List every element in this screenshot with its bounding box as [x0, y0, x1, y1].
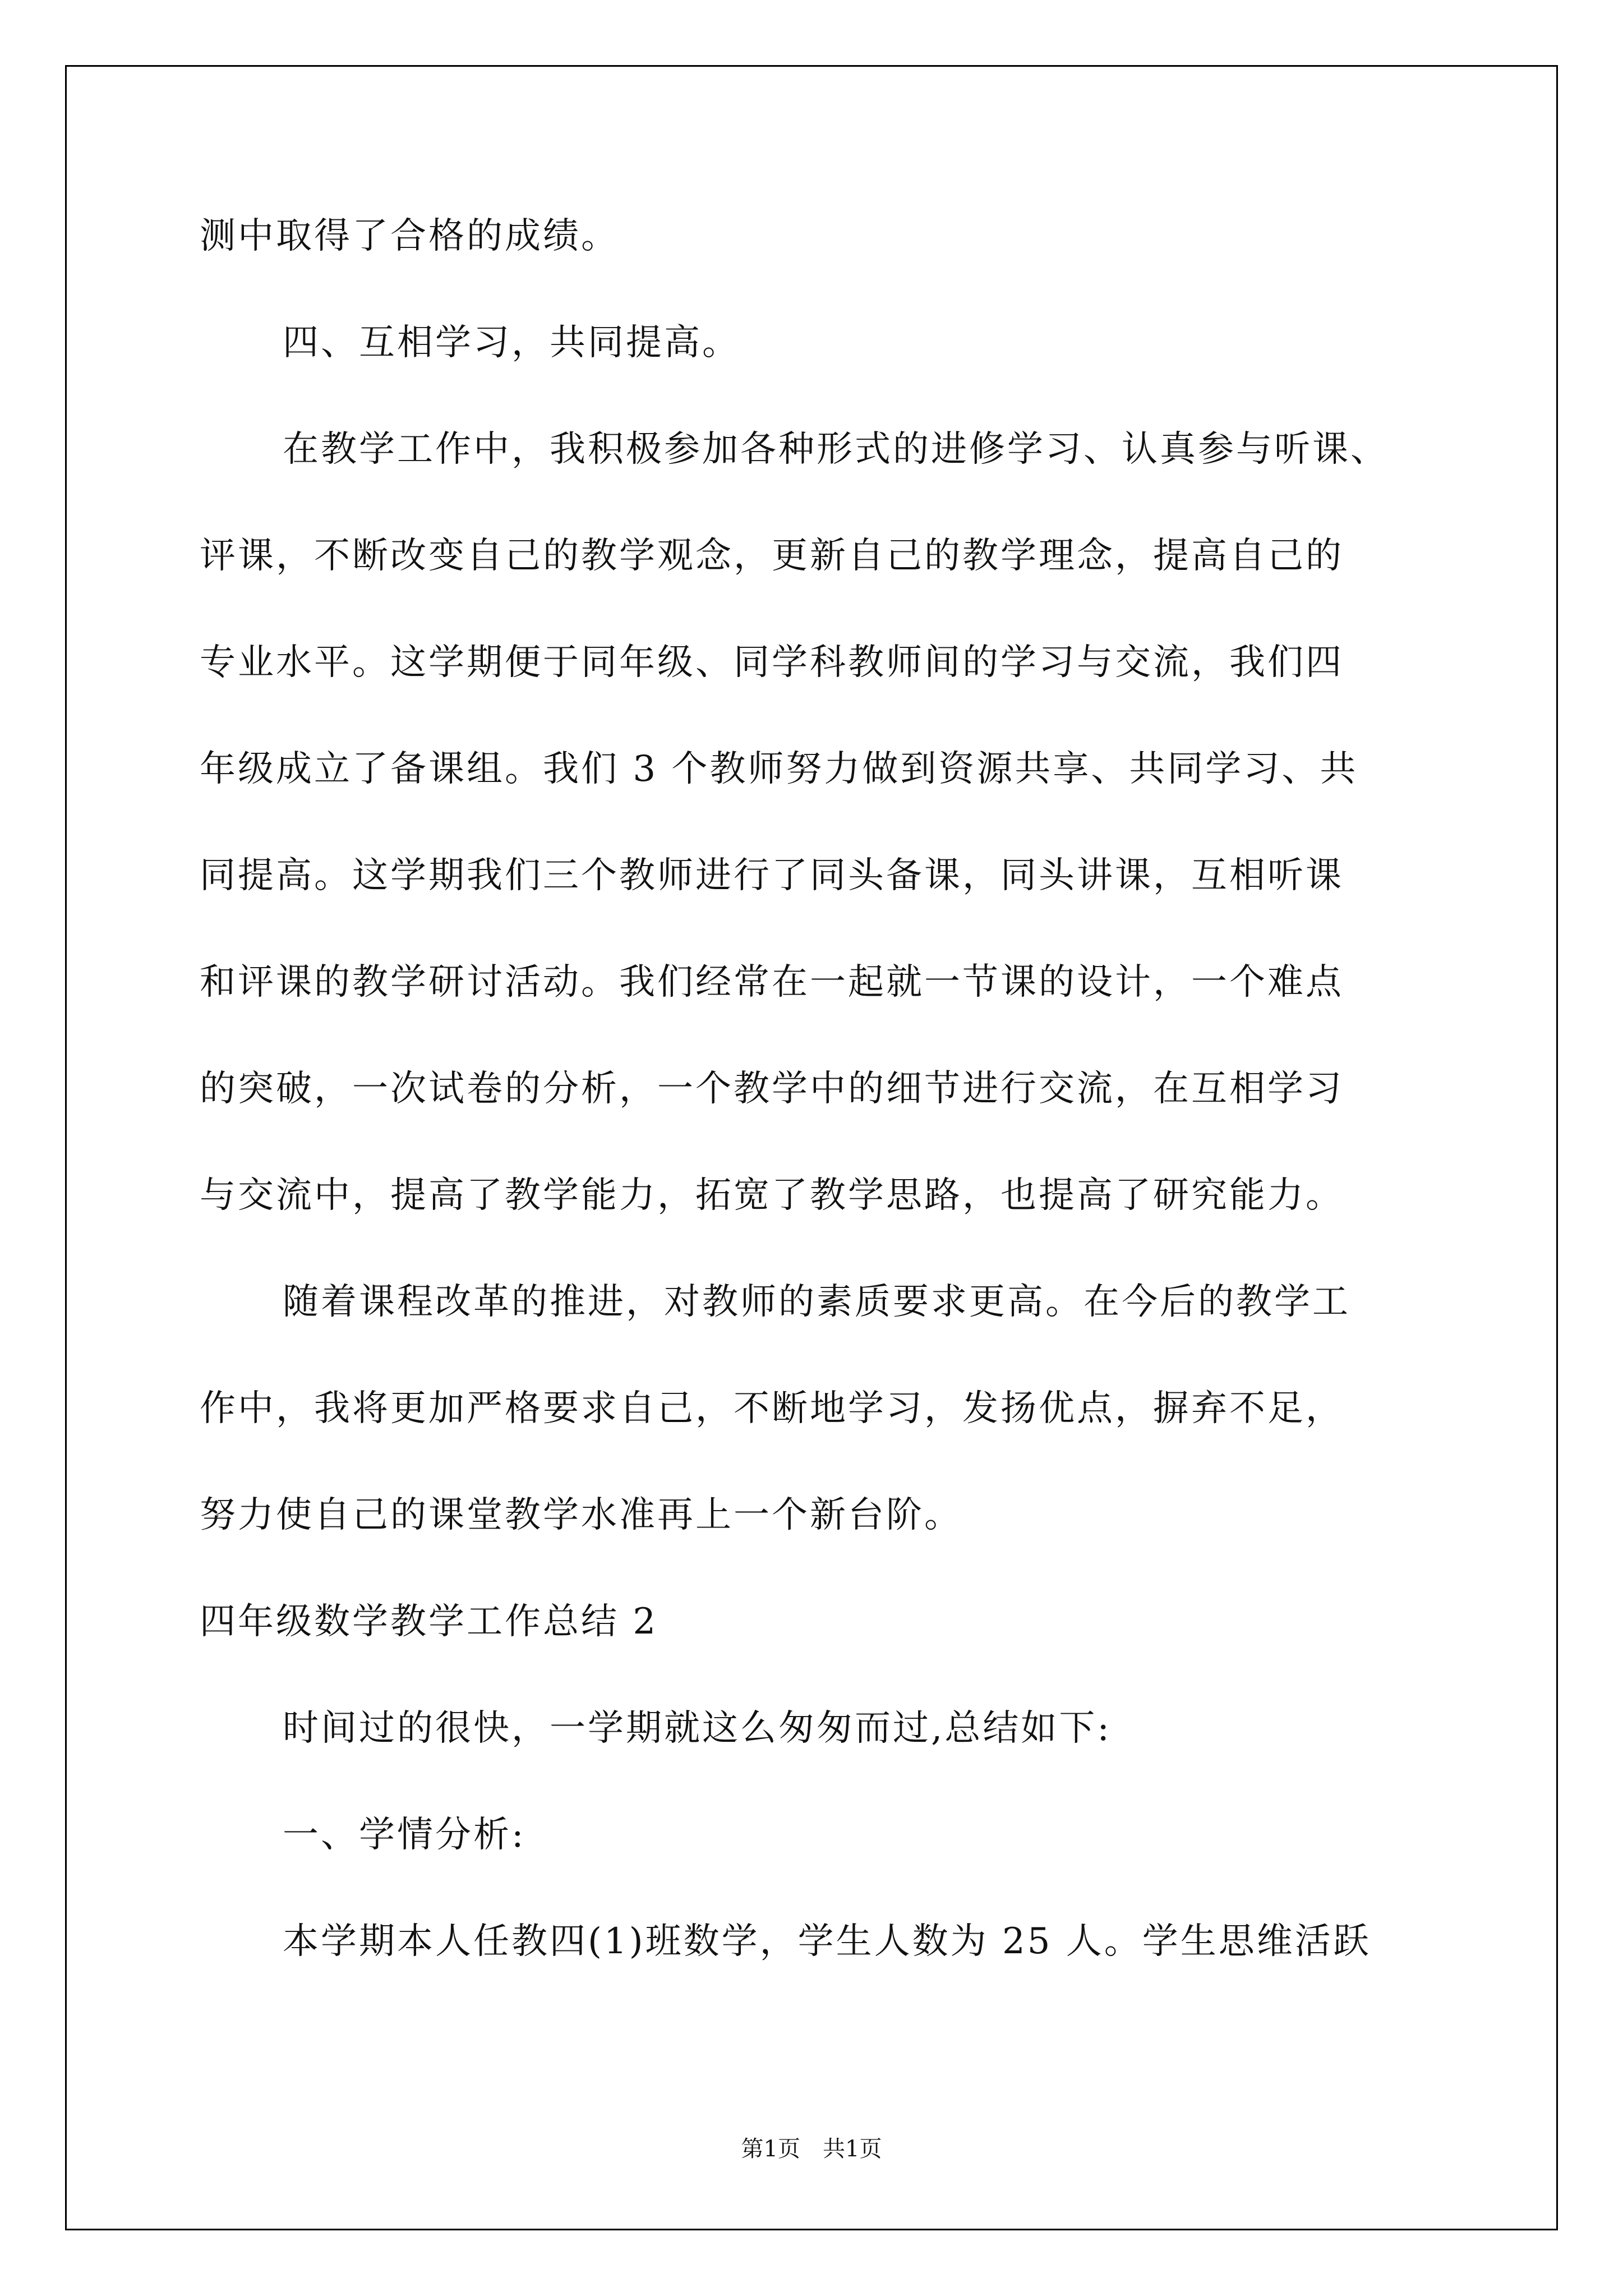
text-line: 年级成立了备课组。我们 3 个教师努力做到资源共享、共同学习、共: [200, 748, 1358, 790]
text-line: 时间过的很快，一学期就这么匆匆而过,总结如下:: [283, 1708, 1112, 1749]
page-number: 第1页: [741, 2136, 800, 2162]
text-line: 在教学工作中，我积极参加各种形式的进修学习、认真参与听课、: [283, 429, 1389, 470]
text-line: 随着课程改革的推进，对教师的素质要求更高。在今后的教学工: [283, 1281, 1350, 1323]
text-line: 测中取得了合格的成绩。: [200, 215, 619, 257]
section-heading: 四、互相学习，共同提高。: [283, 322, 740, 364]
text-line: 本学期本人任教四(1)班数学，学生人数为 25 人。学生思维活跃: [283, 1921, 1371, 1962]
text-line: 专业水平。这学期便于同年级、同学科教师间的学习与交流，我们四: [200, 642, 1344, 683]
text-line: 同提高。这学期我们三个教师进行了同头备课，同头讲课，互相听课: [200, 855, 1344, 896]
text-line: 的突破，一次试卷的分析，一个教学中的细节进行交流，在互相学习: [200, 1068, 1344, 1110]
page-count: 共1页: [823, 2136, 882, 2162]
document-title: 四年级数学教学工作总结 2: [200, 1601, 658, 1642]
text-line: 评课，不断改变自己的教学观念，更新自己的教学理念，提高自己的: [200, 535, 1344, 577]
text-line: 作中，我将更加严格要求自己，不断地学习，发扬优点，摒弃不足，: [200, 1388, 1344, 1429]
section-heading: 一、学情分析:: [283, 1814, 526, 1856]
page-footer: [0, 2135, 1623, 2163]
text-line: 和评课的教学研讨活动。我们经常在一起就一节课的设计，一个难点: [200, 961, 1344, 1003]
text-line: 努力使自己的课堂教学水准再上一个新台阶。: [200, 1494, 962, 1536]
page-border: [65, 65, 1558, 2230]
text-line: 与交流中，提高了教学能力，拓宽了教学思路，也提高了研究能力。: [200, 1175, 1344, 1216]
